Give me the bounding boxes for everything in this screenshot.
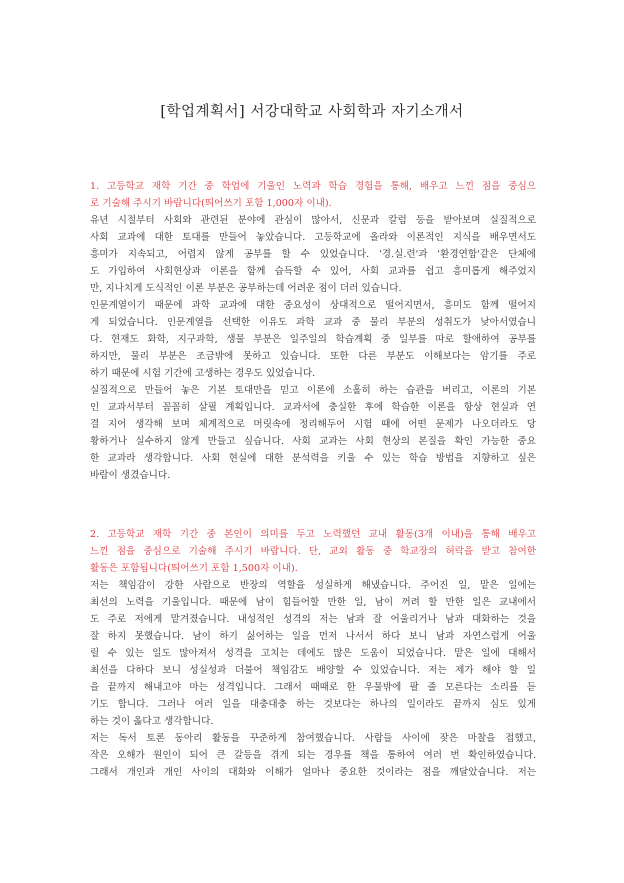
answer-line: 기도 합니다. 그러나 여러 일을 대충대충 하는 것보다는 하나의 일이라도 끝까지 심도 있게 — [90, 699, 536, 710]
answer-line: 유년 시절부터 사회와 관련된 분야에 관심이 많아서, 신문과 칼럼 등을 받아보며 실질적으로 — [90, 215, 536, 226]
answer-line: 사회 교과에 대한 토대를 만들어 놓았습니다. 고등학교에 올라와 이론적인 지식을 배우면서도 — [90, 232, 536, 243]
answer-2 — [90, 577, 536, 781]
answer-1 — [90, 212, 536, 484]
answer-line: 도 가입하여 사회현상과 이론을 함께 습득할 수 있어, 사회 교과를 쉽고 흥미롭게 해주었지 — [90, 266, 536, 277]
answer-line: 하지만, 물리 부분은 조금밖에 못하고 있습니다. 또한 다른 부분도 이해보다는 암기를 주로 — [90, 351, 536, 362]
answer-line: 인 교과서부터 꼼꼼히 살필 계획입니다. 교과서에 충실한 후에 학습한 이론을 항상 현실과 연 — [90, 402, 536, 413]
answer-line: 게 되었습니다. 인문계열을 선택한 이유도 과학 교과 중 물리 부분의 성취도가 낮아서였습니 — [90, 317, 536, 328]
answer-line: 잘 하지 못했습니다. 남이 하기 싫어하는 일을 먼저 나서서 하다 보니 남과 자연스럽게 어울 — [90, 631, 536, 642]
question-line: 활동은 포함됩니다(띄어쓰기 포함 1,500자 이내). — [90, 563, 298, 574]
answer-line: 하는 것이 옳다고 생각합니다. — [90, 716, 214, 727]
answer-line: 작은 오해가 원인이 되어 큰 갈등을 겪게 되는 경우를 책을 통하여 여러 번 확인하였습니다. — [90, 750, 536, 761]
question-line: 2. 고등학교 재학 기간 중 본인이 의미를 두고 노력했던 교내 활동(3개 이내)을 통해 배우고 — [90, 529, 536, 540]
answer-line: 릴 수 있는 일도 많아져서 성격을 고치는 데에도 많은 도움이 되었습니다. 맡은 일에 대해서 — [90, 648, 536, 659]
document-title: [학업계획서] 서강대학교 사회학과 자기소개서 — [160, 104, 464, 120]
answer-line: 한 교과라 생각합니다. 사회 현실에 대한 분석력을 키울 수 있는 학습 방법을 지향하고 싶은 — [90, 453, 536, 464]
answer-line: 인문계열이기 때문에 과학 교과에 대한 중요성이 상대적으로 떨어지면서, 흥미도 함께 떨어지 — [90, 300, 536, 311]
answer-line: 만, 지나치게 도식적인 이론 부분은 공부하는데 어려운 점이 더러 있습니다. — [90, 283, 402, 294]
answer-line: 황하거나 실수하지 않게 만들고 싶습니다. 사회 교과는 사회 현상의 본질을 확인 가능한 중요 — [90, 436, 536, 447]
question-1 — [90, 178, 536, 212]
question-line: 느낀 점을 중심으로 기술해 주시기 바랍니다. 단, 교외 활동 중 학교장의 허락을 받고 참여한 — [90, 546, 536, 557]
answer-line: 도 주로 저에게 맡겨졌습니다. 내성적인 성격의 저는 남과 잘 어울리거나 남과 대화하는 것을 — [90, 614, 536, 625]
answer-line: 저는 독서 토론 동아리 활동을 꾸준하게 참여했습니다. 사람들 사이에 잦은 마찰을 접했고, — [90, 733, 536, 744]
answer-line: 흥미가 지속되고, 어렵지 않게 공부를 할 수 있었습니다. '경.실.련'과 '환경연합'같은 단체에 — [90, 249, 536, 260]
question-2 — [90, 526, 536, 577]
answer-line: 최선을 다하다 보니 성실성과 더불어 책임감도 배양할 수 있었습니다. 저는 제가 해야 할 일 — [90, 665, 536, 676]
question-line: 로 기술해 주시기 바랍니다(띄어쓰기 포함 1,000자 이내). — [90, 198, 332, 209]
answer-line: 최선의 노력을 기울입니다. 때문에 남이 힘들어할 만한 일, 남이 꺼려 할 만한 일은 교내에서 — [90, 597, 536, 608]
answer-line: 저는 책임감이 강한 사람으로 반장의 역할을 성실하게 해냈습니다. 주어진 일, 맡은 일에는 — [90, 580, 536, 591]
answer-line: 그래서 개인과 개인 사이의 대화와 이해가 얼마나 중요한 것이라는 점을 깨달았습니다. 저는 — [90, 767, 536, 778]
answer-line: 하기 때문에 시험 기간에 고생하는 경우도 있었습니다. — [90, 368, 316, 379]
answer-line: 바람이 생겼습니다. — [90, 470, 171, 481]
question-line: 1. 고등학교 재학 기간 중 학업에 기울인 노력과 학습 경험을 통해, 배우고 느낀 점을 중심으 — [90, 181, 536, 192]
answer-line: 결 지어 생각해 보며 체계적으로 머릿속에 정리해두어 시험 때에 어떤 문제가 나오더라도 당 — [90, 419, 536, 430]
answer-line: 을 끝까지 해내고야 마는 성격입니다. 그래서 때때로 한 우물밖에 팔 줄 모른다는 소리를 듣 — [90, 682, 536, 693]
answer-line: 다. 현재도 화학, 지구과학, 생물 부분은 일주일의 학습계획 중 일부를 따로 할애하여 공부를 — [90, 334, 536, 345]
answer-line: 실질적으로 만들어 놓은 기본 토대만을 믿고 이론에 소홀히 하는 습관을 버리고, 이론의 기본 — [90, 385, 536, 396]
